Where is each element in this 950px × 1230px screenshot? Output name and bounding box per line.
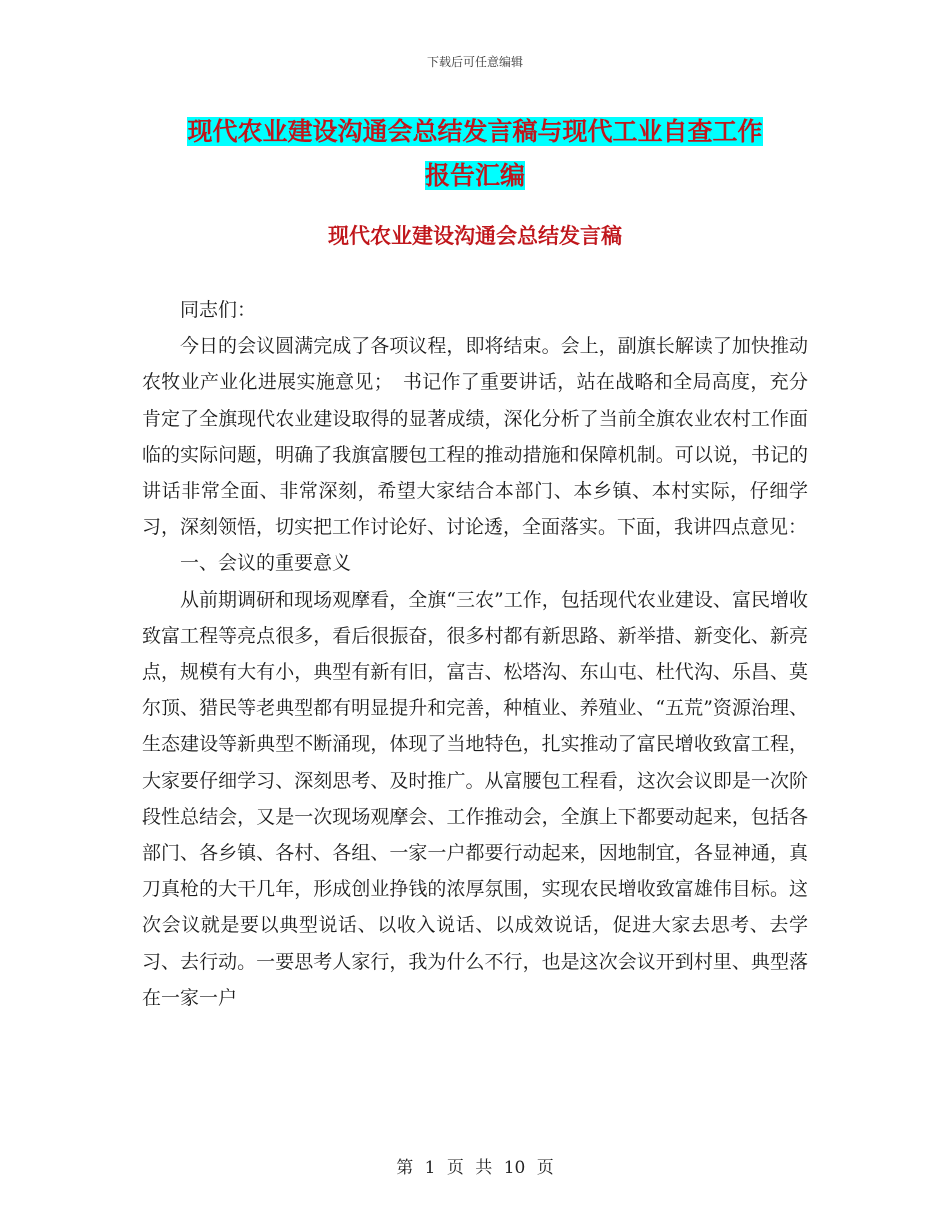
- body-paragraph: 今日的会议圆满完成了各项议程，即将结束。会上，副旗长解读了加快推动农牧业产业化进展实施意见； 书记作了重要讲话，站在战略和全局高度，充分肯定了全旗现代农业建设取得的显著成绩，深化分析了当前全旗农业农村工作面临的实际问题，明确了我旗富腰包工程的推动措施和保障机制。可以说，书记的讲话非常全面、非常深刻，希望大家结合本部门、本乡镇、本村实际，仔细学习，深刻领悟，切实把工作讨论好、讨论透，全面落实。下面，我讲四点意见：: [142, 335, 808, 539]
- salutation-paragraph: 同志们：: [180, 299, 257, 321]
- page-footer-number: 第 1 页 共 10 页: [396, 1158, 554, 1178]
- page-header-note: 下载后可任意编辑: [426, 55, 523, 69]
- section-title: 现代农业建设沟通会总结发言稿: [328, 224, 622, 248]
- document-title-line-2: 报告汇编: [424, 161, 525, 190]
- body-paragraph: 从前期调研和现场观摩看，全旗“三农”工作，包括现代农业建设、富民增收致富工程等亮点很多，看后很振奋，很多村都有新思路、新举措、新变化、新亮点，规模有大有小，典型有新有旧，富吉、松塔沟、东山屯、杜代沟、乐昌、莫尔顶、猎民等老典型都有明显提升和完善，种植业、养殖业、“五荒”资源治理、生态建设等新典型不断涌现，体现了当地特色，扎实推动了富民增收致富工程，大家要仔细学习、深刻思考、及时推广。从富腰包工程看，这次会议即是一次阶段性总结会，又是一次现场观摩会、工作推动会，全旗上下都要动起来，包括各部门、各乡镇、各村、各组、一家一户都要行动起来，因地制宜，各显神通，真刀真枪的大干几年，形成创业挣钱的浓厚氛围，实现农民增收致富雄伟目标。这次会议就是要以典型说话、以收入说话、以成效说话，促进大家去思考、去学习、去行动。一要思考人家行，我为什么不行，也是这次会议开到村里、典型落在一家一户: [142, 588, 808, 1009]
- heading-paragraph: 一、会议的重要意义: [180, 552, 352, 575]
- body-text: [142, 292, 808, 1016]
- document-title-line-1: 现代农业建设沟通会总结发言稿与现代工业自查工作: [187, 117, 763, 146]
- document-title: [140, 110, 810, 198]
